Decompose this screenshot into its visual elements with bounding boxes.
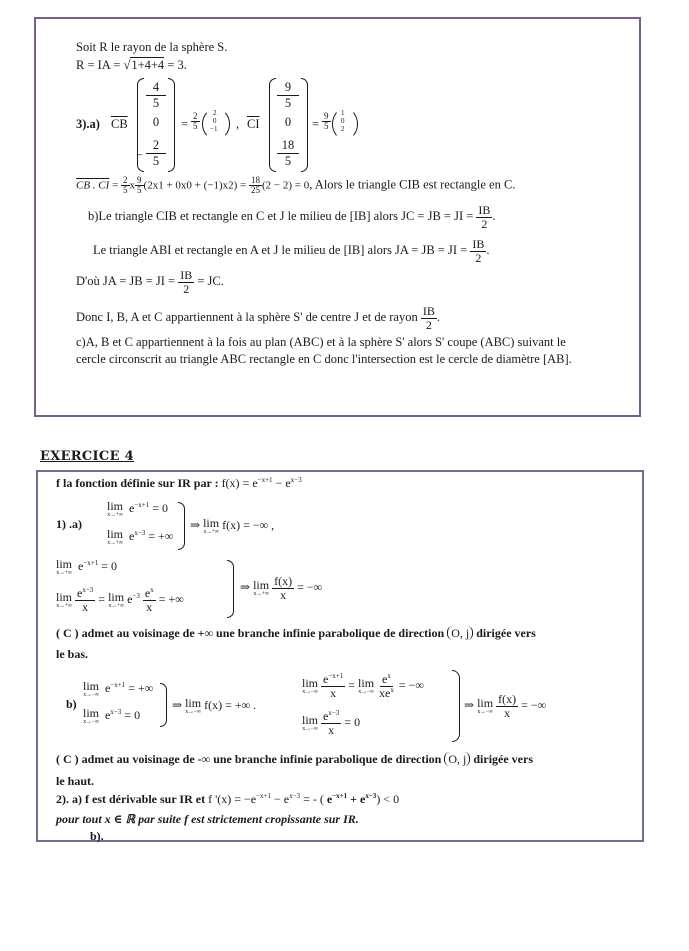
branch-plus-line bbox=[56, 626, 536, 641]
comma-sep: , bbox=[236, 117, 240, 131]
branch-plus-line2: le bas. bbox=[56, 647, 89, 661]
dot-fc-n: 18 bbox=[251, 175, 260, 185]
dot-sum: (2x1 + 0x0 + (−1)x2) = bbox=[143, 179, 249, 192]
deriv-text: 2). a) f est dérivable sur IR et bbox=[56, 792, 209, 806]
donc-ib-num: IB bbox=[422, 304, 435, 318]
vec201-c: −1 bbox=[210, 125, 218, 133]
lim-word: lim bbox=[83, 706, 100, 720]
eq-pinf: = +∞ bbox=[145, 528, 174, 543]
e-exp: −3 bbox=[132, 591, 140, 600]
period: . bbox=[250, 697, 257, 712]
e-base: e bbox=[382, 672, 388, 686]
eq-minf: = −∞ bbox=[521, 697, 547, 712]
exercise-title: EXERCICE 4 bbox=[40, 449, 134, 464]
eq-zero: = 0 bbox=[344, 714, 361, 729]
e-exp: −x+1 bbox=[110, 680, 126, 689]
donc-period: . bbox=[436, 309, 440, 324]
ci-column bbox=[277, 80, 299, 130]
abi-line bbox=[93, 238, 489, 264]
vector-cb-label: $\overline{CB}$ bbox=[111, 117, 128, 131]
lim-word: lim bbox=[108, 590, 125, 605]
e-base: e bbox=[127, 591, 133, 606]
branch-minus-text: ( C ) admet au voisinage de -∞ une branche infinie parabolique de direction bbox=[56, 752, 445, 766]
dot-conclusion: , Alors le triangle CIB est rectangle en C. bbox=[309, 177, 516, 192]
lim-1a-bottom bbox=[107, 528, 173, 546]
den-x: x bbox=[280, 587, 287, 602]
eq-minf: = −∞ bbox=[297, 579, 323, 594]
dot-result: (2 − 2) = 0 bbox=[262, 179, 310, 192]
ci-r1-den: 5 bbox=[277, 95, 299, 111]
part-b-period: . bbox=[492, 208, 496, 223]
e-base: e bbox=[144, 586, 151, 600]
direction-oj-2 bbox=[444, 752, 470, 766]
den-x: x bbox=[504, 705, 511, 720]
vec-102 bbox=[341, 109, 345, 133]
cb-column bbox=[146, 80, 166, 130]
lim-under: x→+∞ bbox=[253, 591, 269, 598]
lim-word: lim bbox=[358, 676, 375, 691]
abi-period: . bbox=[486, 242, 490, 257]
part-c-line2: cercle circonscrit au triangle ABC rectangle en C donc l'intersection est le cercle de diamètre [AB]. bbox=[76, 352, 572, 366]
solution-frame-ex4 bbox=[36, 470, 644, 842]
lim-2-top bbox=[56, 558, 117, 576]
e-exp: x−3 bbox=[328, 709, 340, 717]
deriv-exp4: x−3 bbox=[365, 792, 377, 800]
ci-factor-num: 9 bbox=[324, 111, 329, 121]
den-x: x bbox=[82, 599, 89, 614]
vector-ci-label: $\overline{CI}$ bbox=[247, 117, 260, 131]
func-exp1: −x+1 bbox=[257, 476, 273, 484]
e-exp: −x+1 bbox=[83, 558, 99, 567]
cb-factor-num: 2 bbox=[193, 111, 198, 121]
vec201-b: 0 bbox=[212, 117, 217, 125]
cb-r3-num: 2 bbox=[152, 138, 160, 152]
dot-product-line bbox=[76, 176, 515, 196]
cb-eq: = bbox=[181, 117, 189, 131]
e-base: e bbox=[129, 528, 135, 543]
func-def-f: f(x) = e bbox=[221, 476, 258, 490]
lim-word: lim bbox=[253, 578, 270, 593]
cb-r1-num: 4 bbox=[152, 80, 160, 94]
branch-minus-dir: dirigée vers bbox=[473, 752, 534, 766]
lim-under: x→+∞ bbox=[56, 570, 72, 576]
intro-line: Soit R le rayon de la sphère S. bbox=[76, 40, 228, 54]
dou-ib-num: IB bbox=[180, 268, 193, 282]
vec102-paren bbox=[332, 108, 358, 140]
brace-b2 bbox=[452, 670, 460, 742]
dot-x: x bbox=[129, 179, 136, 192]
e-base: e bbox=[105, 707, 111, 722]
deriv-exp2: x−3 bbox=[289, 792, 301, 800]
dou-line bbox=[76, 269, 224, 295]
e-base: e bbox=[323, 709, 329, 723]
num-fx: f(x) bbox=[498, 692, 517, 706]
vec201-a: 2 bbox=[212, 109, 217, 117]
comma: , bbox=[268, 517, 275, 532]
eq-minf: = −∞ bbox=[240, 517, 269, 532]
branch-plus-dir: dirigée vers bbox=[476, 626, 536, 640]
deriv-f: f '(x) = −e bbox=[208, 792, 257, 806]
lim-word: lim bbox=[477, 696, 494, 711]
radius-eq-end: = 3. bbox=[164, 58, 187, 72]
result-b2 bbox=[464, 693, 546, 719]
derivative-line bbox=[56, 792, 399, 807]
eq-zero: = 0 bbox=[149, 500, 169, 515]
radius-equation bbox=[76, 58, 187, 73]
oj-text: O, j bbox=[448, 752, 467, 766]
result-2 bbox=[240, 575, 322, 601]
func-minus: − e bbox=[272, 476, 291, 490]
eq-zero: = 0 bbox=[98, 558, 118, 573]
lim-under: x→−∞ bbox=[302, 726, 318, 733]
deriv-minus: − e bbox=[271, 792, 290, 806]
abi-ib-den: 2 bbox=[475, 250, 482, 265]
radius-root: 1+4+4 bbox=[131, 58, 165, 72]
e-base: e bbox=[78, 558, 84, 573]
lim-word: lim bbox=[203, 516, 220, 530]
cb-r3-den: 5 bbox=[146, 153, 166, 169]
lim-under: x→−∞ bbox=[477, 709, 493, 716]
lim-under: x→−∞ bbox=[83, 719, 99, 725]
abi-text: Le triangle ABI et rectangle en A et J le milieu de [IB] alors JA = JB = JI = bbox=[93, 242, 471, 257]
ci-bracket-left bbox=[269, 78, 276, 172]
implies-sign: ⇒ bbox=[190, 517, 201, 532]
den-x: x bbox=[328, 722, 335, 737]
monotonic-line: pour tout x ∈ ℝ par suite f est strictement cropissante sur IR. bbox=[56, 812, 359, 826]
implies-sign: ⇒ bbox=[240, 579, 251, 594]
vec-201 bbox=[212, 109, 217, 133]
vec102-b: 0 bbox=[341, 117, 345, 125]
lim-b2-top: lim x→−∞ $\frac{e^{-x+1}}{x}$ = lim x→−∞ $\frac{e^x}{xe^x}$ = −∞ bbox=[302, 672, 424, 700]
ci-r3-den: 5 bbox=[277, 153, 299, 169]
den-x: x bbox=[330, 685, 337, 700]
label-3a: 3).a) bbox=[76, 117, 100, 131]
brace-2 bbox=[227, 560, 234, 618]
cb-r3 bbox=[146, 138, 166, 169]
dot-vectors: CB . CI bbox=[76, 179, 110, 192]
implies-sign: ⇒ bbox=[464, 697, 475, 712]
label-1a: 1) .a) bbox=[56, 517, 82, 531]
deriv-exp1: −x+1 bbox=[256, 792, 272, 800]
dot-fa-d: 5 bbox=[123, 185, 128, 196]
lim-word: lim bbox=[56, 557, 73, 571]
func-def-text: f la fonction définie sur IR par : bbox=[56, 476, 222, 490]
e-exp: −x+1 bbox=[134, 500, 150, 509]
eq-zero: = 0 bbox=[121, 707, 141, 722]
implies-sign: ⇒ bbox=[172, 697, 183, 712]
function-definition bbox=[56, 476, 302, 491]
part-b-line bbox=[88, 204, 496, 230]
dot-fb-d: 5 bbox=[137, 185, 142, 196]
lim-word: lim bbox=[302, 713, 319, 728]
lim-under: x→−∞ bbox=[302, 689, 318, 696]
lim-word: lim bbox=[107, 527, 124, 541]
part-b-ib-num: IB bbox=[478, 203, 491, 217]
lim-word: lim bbox=[302, 676, 319, 691]
direction-oj bbox=[447, 626, 473, 640]
e-base: e bbox=[105, 680, 111, 695]
deriv-eq: = - ( bbox=[300, 792, 324, 806]
branch-minus-line2: le haut. bbox=[56, 774, 95, 788]
lim-1a-top bbox=[107, 500, 168, 518]
ci-eq: = bbox=[312, 117, 320, 131]
ci-r2: 0 bbox=[284, 115, 292, 129]
lim-2-bottom: lim x→+∞ $\frac{e^{x-3}}{x}$ = lim x→+∞ $e^{-3}$ $\frac{e^x}{x}$ = +∞ bbox=[56, 586, 184, 614]
f-of-x: f(x) bbox=[204, 697, 223, 712]
dot-fb-n: 9 bbox=[137, 175, 142, 185]
e-exp: x bbox=[150, 586, 154, 594]
lim-under: x→−∞ bbox=[185, 709, 201, 715]
donc-text: Donc I, B, A et C appartiennent à la sphère S' de centre J et de rayon bbox=[76, 309, 421, 324]
e-base: e bbox=[77, 586, 83, 600]
label-2b: b). bbox=[90, 829, 104, 843]
brace-1a bbox=[178, 502, 185, 550]
eq-pinf: = +∞ bbox=[222, 697, 251, 712]
sqrt-sign: √ bbox=[123, 58, 131, 72]
dou-ib-den: 2 bbox=[183, 281, 190, 296]
eq-pinf: = +∞ bbox=[125, 680, 154, 695]
donc-ib-den: 2 bbox=[425, 317, 432, 332]
cb-factor-den: 5 bbox=[193, 121, 198, 132]
den-xe: xe bbox=[379, 685, 391, 700]
e-exp: x bbox=[390, 685, 394, 694]
cb-r2: 0 bbox=[152, 115, 160, 129]
ci-factor-den: 5 bbox=[324, 121, 329, 132]
vec102-a: 1 bbox=[341, 109, 345, 117]
e-exp: x−3 bbox=[110, 707, 122, 716]
num-fx: f(x) bbox=[274, 574, 293, 588]
result-1a bbox=[190, 517, 274, 535]
e-exp: x−3 bbox=[82, 586, 94, 594]
cb-bracket-right bbox=[168, 78, 175, 172]
lim-word: lim bbox=[56, 590, 73, 605]
deriv-exp3: −x+1 bbox=[332, 792, 348, 800]
ci-r3 bbox=[277, 138, 299, 169]
lim-under: x→+∞ bbox=[203, 529, 219, 535]
lim-word: lim bbox=[107, 499, 124, 513]
e-base: e bbox=[129, 500, 135, 515]
lim-word: lim bbox=[83, 679, 100, 693]
lim-b-top bbox=[83, 680, 153, 698]
e-exp: x bbox=[387, 672, 391, 680]
lim-word: lim bbox=[185, 696, 202, 710]
label-1b: b) bbox=[66, 697, 77, 711]
lim-b-bottom bbox=[83, 707, 140, 725]
dou-text: D'où JA = JB = JI = bbox=[76, 273, 179, 288]
ci-bracket-right bbox=[301, 78, 308, 172]
deriv-e1: e bbox=[323, 792, 333, 806]
e-base: e bbox=[323, 672, 329, 686]
lim-under: x→−∞ bbox=[83, 692, 99, 698]
e-exp: −x+1 bbox=[328, 672, 344, 680]
result-b bbox=[172, 697, 256, 715]
lim-under: x→+∞ bbox=[107, 540, 123, 546]
dot-fc-d: 25 bbox=[251, 185, 260, 196]
branch-plus-text: ( C ) admet au voisinage de +∞ une branche infinie parabolique de direction bbox=[56, 626, 448, 640]
func-exp2: x−3 bbox=[290, 476, 302, 484]
dot-fa-n: 2 bbox=[123, 175, 128, 185]
branch-minus-line bbox=[56, 752, 533, 767]
dou-end: = JC. bbox=[194, 273, 224, 288]
ci-r1-num: 9 bbox=[284, 80, 292, 94]
radius-eq-left: R = IA = bbox=[76, 58, 124, 72]
e-exp: x−3 bbox=[134, 528, 146, 537]
deriv-lt0: ) < 0 bbox=[376, 792, 400, 806]
dot-eq1: = bbox=[109, 179, 122, 192]
ci-factor bbox=[322, 112, 331, 132]
lim-under: x→+∞ bbox=[108, 603, 124, 610]
f-of-x: f(x) bbox=[222, 517, 241, 532]
cb-r1-den: 5 bbox=[146, 95, 166, 111]
eq-minf: = −∞ bbox=[398, 677, 424, 692]
abi-ib-num: IB bbox=[472, 237, 485, 251]
vec102-c: 2 bbox=[341, 125, 345, 133]
lim-under: x→−∞ bbox=[358, 689, 374, 696]
eq-pinf: = +∞ bbox=[158, 591, 184, 606]
brace-b bbox=[160, 683, 167, 727]
part-b-ib-den: 2 bbox=[481, 216, 488, 231]
part-b-text: b)Le triangle CIB et rectangle en C et J le milieu de [IB] alors JC = JB = JI = bbox=[88, 208, 477, 223]
lim-under: x→+∞ bbox=[107, 512, 123, 518]
cb-factor bbox=[191, 112, 200, 132]
lim-under: x→+∞ bbox=[56, 603, 72, 610]
oj-text: O, j bbox=[451, 626, 470, 640]
cb-r3-minus: − bbox=[136, 148, 144, 162]
lim-b2-bottom bbox=[302, 710, 360, 736]
deriv-e2: + e bbox=[347, 792, 366, 806]
ci-r3-num: 18 bbox=[281, 138, 295, 152]
part-c-line1: c)A, B et C appartiennent à la fois au plan (ABC) et à la sphère S' alors S' coupe (ABC) suivant le bbox=[76, 335, 566, 349]
den-x: x bbox=[146, 599, 153, 614]
donc-line bbox=[76, 305, 440, 331]
